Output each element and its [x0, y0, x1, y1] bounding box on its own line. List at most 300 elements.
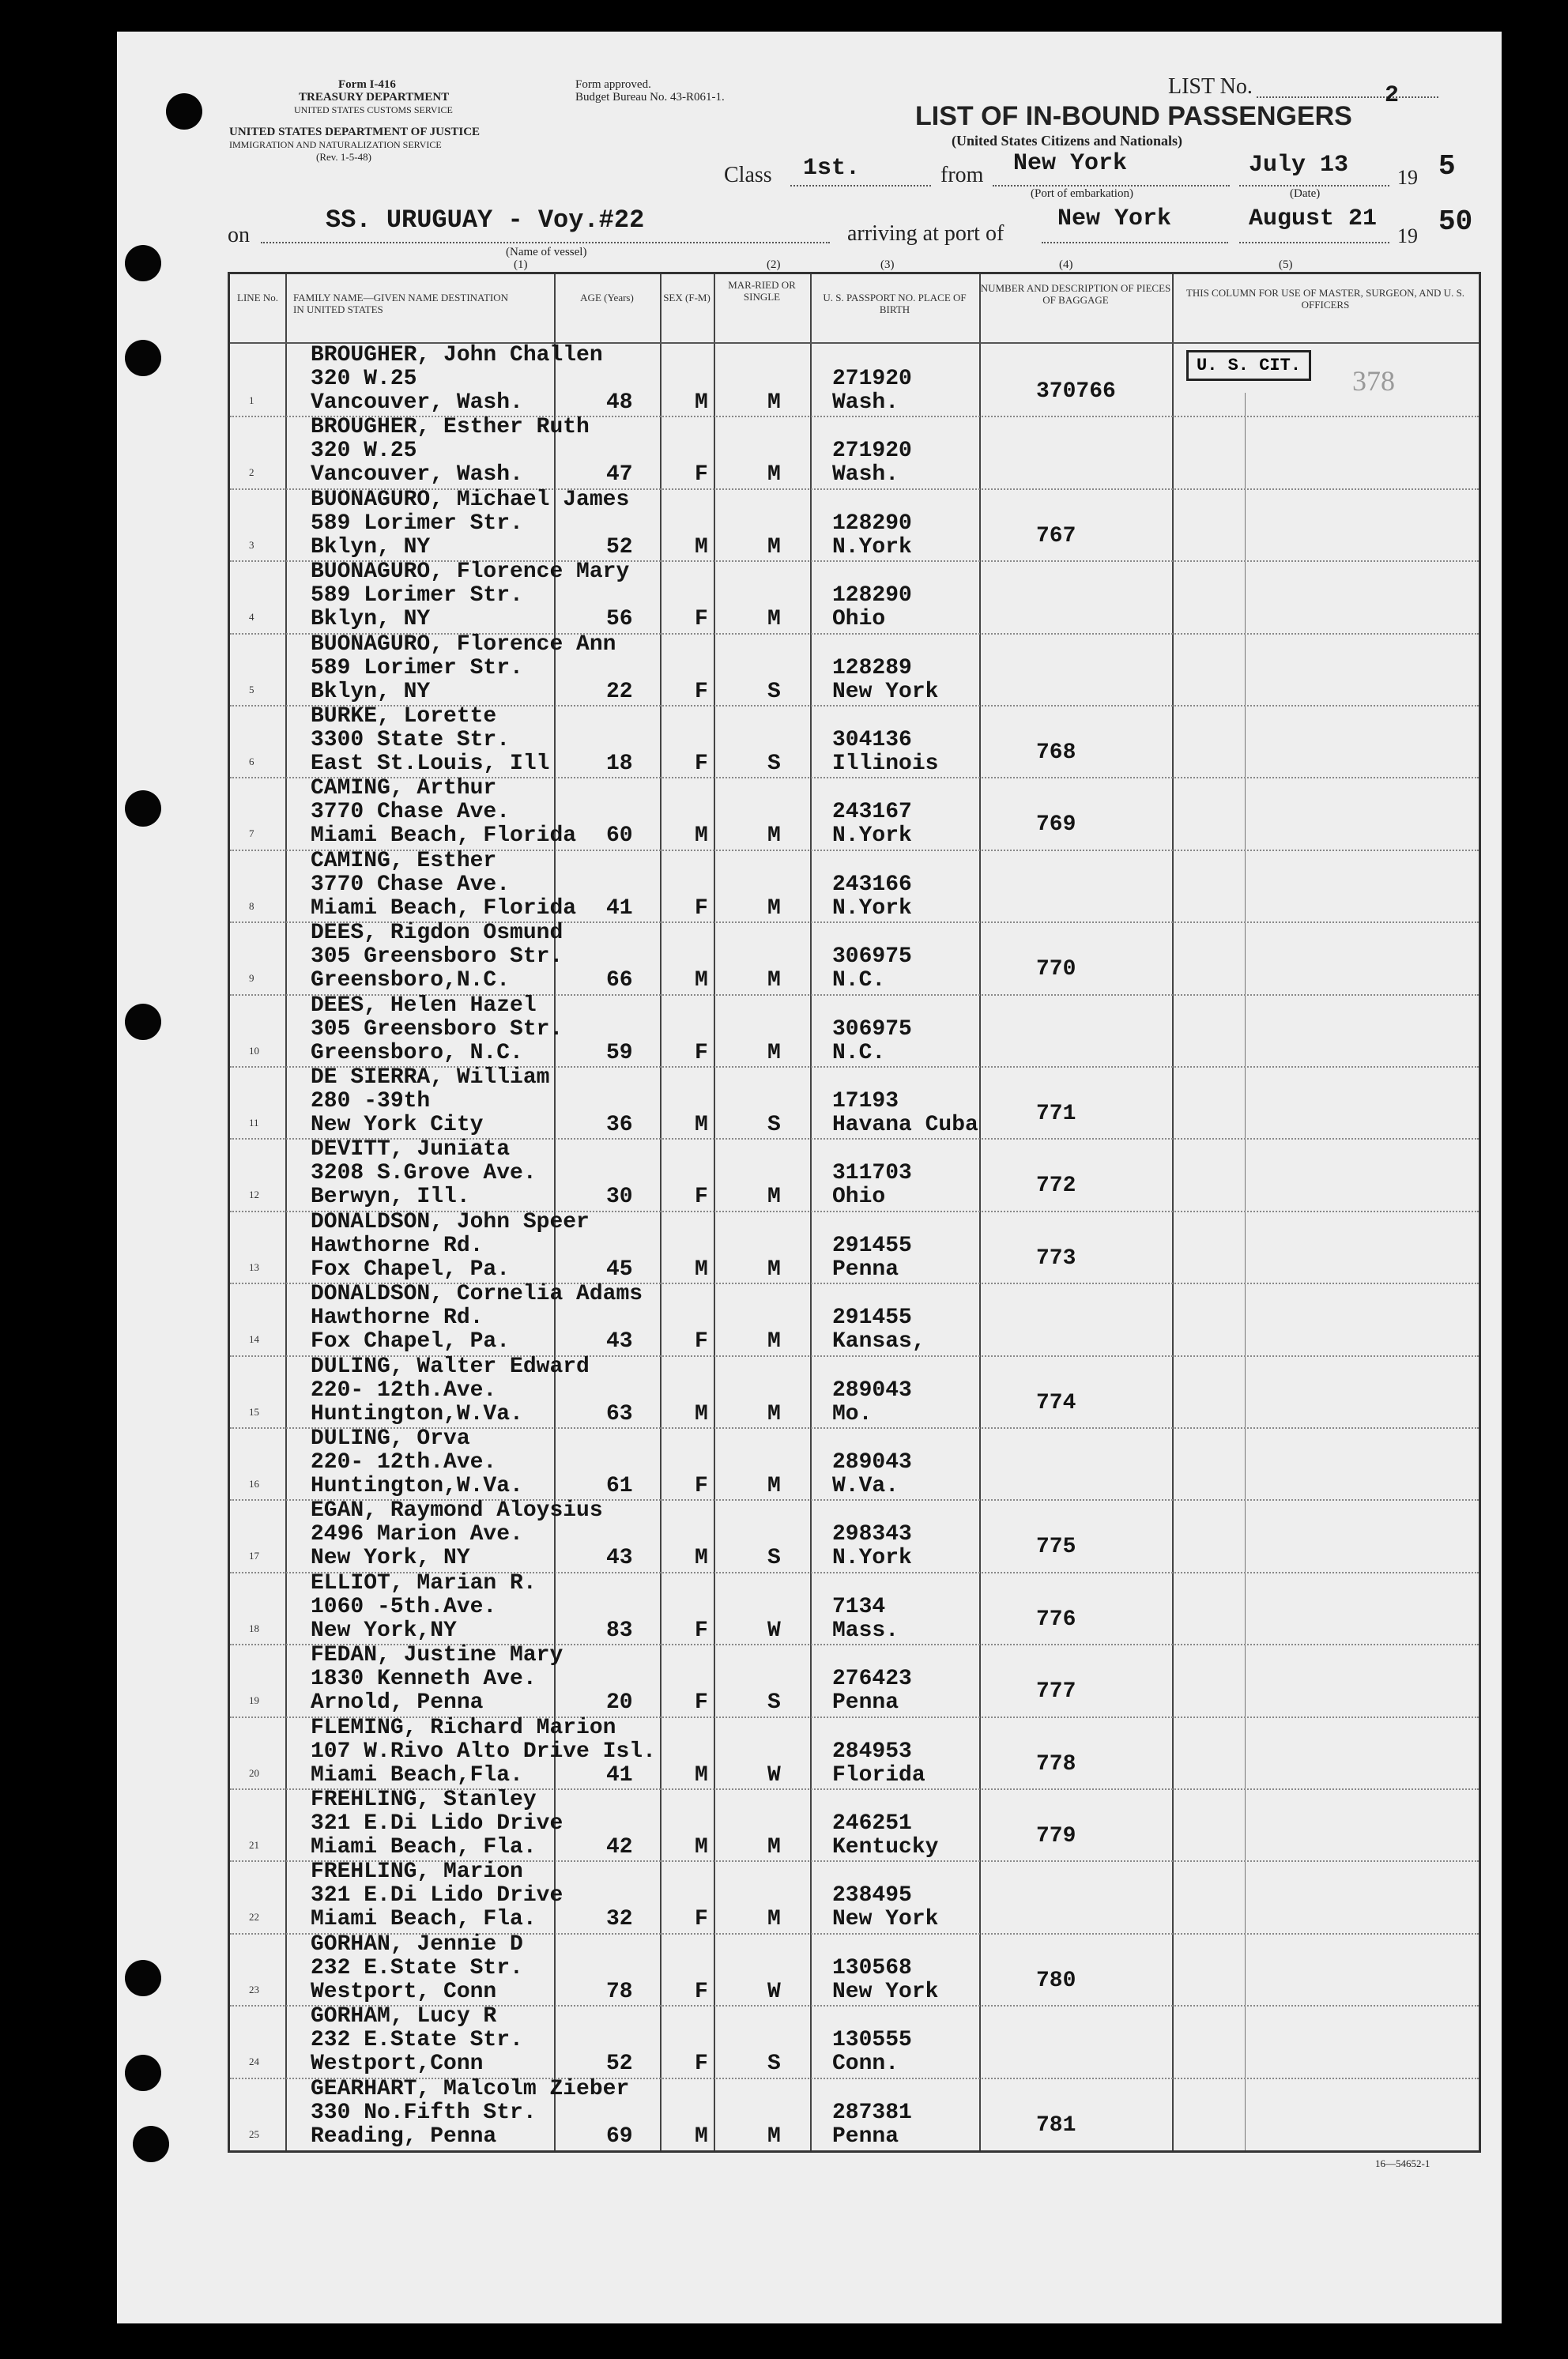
- port-embark-caption: (Port of embarkation): [1031, 187, 1133, 200]
- passenger-age: 43: [606, 1329, 633, 1355]
- passport-number: 306975: [832, 1016, 912, 1042]
- passenger-age: 69: [606, 2123, 633, 2149]
- line-number: 11: [249, 1117, 259, 1129]
- line-number: 15: [249, 1405, 259, 1418]
- passport-number: 289043: [832, 1450, 912, 1475]
- passenger-age: 83: [606, 1618, 633, 1643]
- passport-number: 271920: [832, 367, 912, 391]
- passenger-destination: Miami Beach, Fla.: [311, 1907, 537, 1932]
- passenger-name: EGAN, Raymond Aloysius: [311, 1498, 603, 1524]
- marital-status: M: [767, 462, 781, 488]
- passenger-destination: New York City: [311, 1113, 484, 1137]
- passenger-age: 42: [606, 1835, 633, 1860]
- passport-number: 298343: [832, 1522, 912, 1547]
- form-title: LIST OF IN-BOUND PASSENGERS: [915, 101, 1352, 131]
- list-number: 2: [1385, 82, 1400, 109]
- passenger-age: 18: [606, 752, 633, 776]
- place-of-birth: Mass.: [832, 1618, 899, 1643]
- passenger-address: 220- 12th.Ave.: [311, 1450, 497, 1475]
- baggage-number: 769: [1036, 812, 1076, 838]
- passenger-sex: F: [695, 1618, 708, 1643]
- line-number: 13: [249, 1261, 259, 1273]
- passenger-address: Hawthorne Rd.: [311, 1306, 484, 1331]
- passenger-sex: F: [695, 895, 708, 921]
- passenger-destination: Miami Beach, Florida: [311, 895, 577, 921]
- passenger-sex: F: [695, 1979, 708, 2004]
- passenger-address: Hawthorne Rd.: [311, 1233, 484, 1258]
- passenger-sex: M: [695, 1257, 708, 1282]
- passenger-sex: F: [695, 1907, 708, 1932]
- year-from: 5: [1438, 150, 1456, 183]
- passport-number: 271920: [832, 439, 912, 464]
- passenger-destination: East St.Louis, Ill: [311, 752, 550, 776]
- passenger-age: 63: [606, 1401, 633, 1426]
- binder-hole: [125, 340, 161, 376]
- passenger-age: 32: [606, 1907, 633, 1932]
- marital-status: S: [767, 752, 781, 776]
- passenger-destination: Fox Chapel, Pa.: [311, 1329, 511, 1355]
- budget-bureau: Budget Bureau No. 43-R061-1.: [575, 91, 725, 104]
- place-of-birth: N.C.: [832, 1040, 886, 1065]
- header-baggage: NUMBER AND DESCRIPTION OF PIECES OF BAGGAGE: [980, 282, 1171, 306]
- passenger-destination: New York, NY: [311, 1546, 470, 1571]
- col-num-3: (3): [880, 258, 895, 271]
- passenger-age: 45: [606, 1257, 633, 1282]
- place-of-birth: Havana Cuba: [832, 1113, 978, 1137]
- passport-number: 291455: [832, 1306, 912, 1331]
- place-of-birth: Ohio: [832, 1185, 886, 1210]
- place-of-birth: Mo.: [832, 1401, 873, 1426]
- passenger-sex: M: [695, 1113, 708, 1137]
- passenger-sex: F: [695, 2052, 708, 2077]
- passenger-address: 330 No.Fifth Str.: [311, 2100, 537, 2125]
- passenger-sex: M: [695, 968, 708, 993]
- marital-status: M: [767, 823, 781, 849]
- form-number: Form I-416: [338, 78, 396, 91]
- arrival-date: August 21: [1249, 205, 1378, 232]
- line-number: 19: [249, 1694, 259, 1707]
- arrival-port: New York: [1057, 205, 1172, 232]
- arrival-port-underline: [1042, 242, 1228, 243]
- passenger-destination: Berwyn, Ill.: [311, 1185, 470, 1210]
- baggage-number: 773: [1036, 1245, 1076, 1271]
- col-num-1: (1): [514, 258, 528, 271]
- line-number: 6: [249, 756, 254, 767]
- passenger-age: 60: [606, 823, 633, 849]
- form-subtitle: (United States Citizens and Nationals): [952, 133, 1183, 149]
- passenger-name: DONALDSON, Cornelia Adams: [311, 1282, 643, 1307]
- passenger-name: BURKE, Lorette: [311, 704, 497, 729]
- col-num-4: (4): [1059, 258, 1073, 271]
- passenger-address: 2496 Marion Ave.: [311, 1522, 523, 1547]
- passport-number: 304136: [832, 728, 912, 752]
- passenger-address: 3300 State Str.: [311, 728, 511, 752]
- passport-number: 17193: [832, 1089, 899, 1114]
- pencil-note: 378: [1352, 365, 1395, 397]
- passenger-address: 280 -39th: [311, 1089, 431, 1114]
- passenger-sex: F: [695, 1329, 708, 1355]
- header-married: MAR-RIED OR SINGLE: [728, 279, 796, 303]
- line-number: 22: [249, 1911, 259, 1924]
- passenger-name: BUONAGURO, Michael James: [311, 487, 630, 512]
- place-of-birth: Wash.: [832, 462, 899, 488]
- passport-number: 287381: [832, 2100, 912, 2125]
- passenger-name: GORHAM, Lucy R: [311, 2004, 497, 2029]
- year-prefix-arrival: 19: [1397, 224, 1418, 247]
- line-number: 25: [249, 2127, 259, 2140]
- marital-status: M: [767, 1401, 781, 1426]
- passenger-destination: New York,NY: [311, 1618, 457, 1643]
- passenger-destination: Fox Chapel, Pa.: [311, 1257, 511, 1282]
- place-of-birth: Ohio: [832, 607, 886, 632]
- line-number: 17: [249, 1550, 259, 1562]
- place-of-birth: N.C.: [832, 968, 886, 993]
- passport-number: 238495: [832, 1883, 912, 1909]
- baggage-number: 779: [1036, 1824, 1076, 1848]
- line-number: 18: [249, 1622, 259, 1634]
- passenger-sex: F: [695, 1040, 708, 1065]
- marital-status: S: [767, 1690, 781, 1716]
- passenger-address: 3770 Chase Ave.: [311, 872, 511, 897]
- passenger-sex: M: [695, 1546, 708, 1571]
- passenger-age: 52: [606, 534, 633, 560]
- header-passport: U. S. PASSPORT NO. PLACE OF BIRTH: [823, 292, 967, 315]
- from-date: July 13: [1249, 152, 1349, 179]
- passport-number: 130568: [832, 1955, 912, 1980]
- line-number: 24: [249, 2056, 259, 2068]
- passenger-destination: Vancouver, Wash.: [311, 462, 523, 488]
- passport-number: 291455: [832, 1233, 912, 1258]
- passenger-table: [228, 272, 1481, 2153]
- passenger-age: 30: [606, 1185, 633, 1210]
- passenger-sex: M: [695, 1762, 708, 1788]
- customs-service: UNITED STATES CUSTOMS SERVICE: [294, 104, 453, 115]
- date-caption: (Date): [1290, 187, 1321, 200]
- line-number: 12: [249, 1189, 259, 1201]
- place-of-birth: Penna: [832, 1257, 899, 1282]
- marital-status: S: [767, 1113, 781, 1137]
- baggage-number: 775: [1036, 1535, 1076, 1560]
- baggage-number: 768: [1036, 740, 1076, 765]
- passenger-age: 52: [606, 2052, 633, 2077]
- us-citizen-stamp: U. S. CIT.: [1186, 350, 1311, 381]
- passenger-sex: M: [695, 390, 708, 415]
- marital-status: M: [767, 1257, 781, 1282]
- header-age: AGE (Years): [580, 292, 634, 303]
- passenger-destination: Greensboro, N.C.: [311, 1040, 523, 1065]
- place-of-birth: Kansas,: [832, 1329, 925, 1355]
- passenger-address: 320 W.25: [311, 439, 417, 464]
- passenger-sex: F: [695, 752, 708, 776]
- marital-status: M: [767, 1185, 781, 1210]
- year-arrival: 50: [1438, 205, 1473, 238]
- passenger-sex: F: [695, 1690, 708, 1716]
- form-footer-code: 16—54652-1: [1375, 2157, 1430, 2169]
- passenger-sex: M: [695, 2123, 708, 2149]
- treasury-dept: TREASURY DEPARTMENT: [299, 91, 450, 104]
- passenger-address: 3770 Chase Ave.: [311, 800, 511, 825]
- passenger-age: 41: [606, 1762, 633, 1788]
- passenger-address: 589 Lorimer Str.: [311, 511, 523, 536]
- passenger-name: ELLIOT, Marian R.: [311, 1570, 537, 1596]
- passenger-age: 48: [606, 390, 633, 415]
- passenger-destination: Miami Beach, Florida: [311, 823, 577, 849]
- marital-status: M: [767, 534, 781, 560]
- binder-hole: [125, 1004, 161, 1040]
- line-number: 8: [249, 899, 254, 912]
- passenger-address: 232 E.State Str.: [311, 1955, 523, 1980]
- place-of-birth: New York: [832, 1907, 939, 1932]
- baggage-number: 777: [1036, 1679, 1076, 1705]
- passport-number: 246251: [832, 1811, 912, 1836]
- passport-number: 306975: [832, 944, 912, 970]
- passport-number: 284953: [832, 1739, 912, 1764]
- marital-status: W: [767, 1979, 781, 2004]
- baggage-number: 772: [1036, 1174, 1076, 1199]
- passenger-destination: Bklyn, NY: [311, 534, 431, 560]
- passenger-name: FEDAN, Justine Mary: [311, 1643, 564, 1668]
- passenger-destination: Bklyn, NY: [311, 679, 431, 704]
- binder-hole: [125, 245, 161, 281]
- place-of-birth: Kentucky: [832, 1835, 939, 1860]
- arrival-date-underline: [1239, 242, 1389, 243]
- arriving-label: arriving at port of: [847, 221, 1004, 246]
- list-number-underline: [1257, 96, 1438, 98]
- place-of-birth: N.York: [832, 1546, 912, 1571]
- passenger-address: 321 E.Di Lido Drive: [311, 1883, 564, 1909]
- marital-status: M: [767, 390, 781, 415]
- place-of-birth: Florida: [832, 1762, 925, 1788]
- passenger-destination: Miami Beach, Fla.: [311, 1835, 537, 1860]
- marital-status: S: [767, 1546, 781, 1571]
- from-port: New York: [1013, 150, 1128, 177]
- class-value: 1st.: [803, 155, 861, 182]
- passenger-sex: F: [695, 607, 708, 632]
- baggage-number: 780: [1036, 1968, 1076, 1993]
- baggage-number: 767: [1036, 523, 1076, 548]
- header-officers: THIS COLUMN FOR USE OF MASTER, SURGEON, AND U. S. OFFICERS: [1185, 287, 1465, 311]
- baggage-number: 778: [1036, 1751, 1076, 1777]
- passport-number: 311703: [832, 1161, 912, 1186]
- passenger-age: 78: [606, 1979, 633, 2004]
- passenger-name: DONALDSON, John Speer: [311, 1209, 590, 1234]
- place-of-birth: Illinois: [832, 752, 939, 776]
- passenger-name: BUONAGURO, Florence Ann: [311, 631, 616, 657]
- vessel-caption: (Name of vessel): [506, 246, 587, 258]
- ins-service: IMMIGRATION AND NATURALIZATION SERVICE: [229, 139, 442, 150]
- passenger-address: 107 W.Rivo Alto Drive Isl.: [311, 1739, 656, 1764]
- marital-status: W: [767, 1618, 781, 1643]
- passenger-address: 1060 -5th.Ave.: [311, 1594, 497, 1619]
- passport-number: 7134: [832, 1594, 886, 1619]
- passenger-age: 41: [606, 895, 633, 921]
- passenger-sex: M: [695, 823, 708, 849]
- passenger-sex: M: [695, 1835, 708, 1860]
- passport-number: 289043: [832, 1377, 912, 1403]
- passenger-sex: F: [695, 679, 708, 704]
- line-number: 1: [249, 394, 254, 406]
- passenger-address: 305 Greensboro Str.: [311, 1016, 564, 1042]
- passenger-name: DEES, Rigdon Osmund: [311, 921, 564, 946]
- place-of-birth: New York: [832, 1979, 939, 2004]
- place-of-birth: N.York: [832, 823, 912, 849]
- marital-status: M: [767, 1329, 781, 1355]
- binder-hole: [125, 2055, 161, 2091]
- passenger-destination: Reading, Penna: [311, 2123, 497, 2149]
- passenger-age: 66: [606, 968, 633, 993]
- marital-status: W: [767, 1762, 781, 1788]
- passenger-name: DEES, Helen Hazel: [311, 993, 537, 1018]
- passenger-age: 36: [606, 1113, 633, 1137]
- passenger-name: CAMING, Arthur: [311, 776, 497, 801]
- binder-hole: [125, 790, 161, 827]
- passenger-address: 232 E.State Str.: [311, 2028, 523, 2053]
- place-of-birth: N.York: [832, 534, 912, 560]
- passenger-name: CAMING, Esther: [311, 848, 497, 873]
- baggage-number: 781: [1036, 2112, 1076, 2138]
- col-num-5: (5): [1279, 258, 1293, 271]
- passenger-address: 3208 S.Grove Ave.: [311, 1161, 537, 1186]
- passenger-destination: Arnold, Penna: [311, 1690, 484, 1716]
- marital-status: M: [767, 895, 781, 921]
- binder-hole: [166, 93, 202, 130]
- passenger-age: 43: [606, 1546, 633, 1571]
- passenger-address: 589 Lorimer Str.: [311, 655, 523, 680]
- line-number: 16: [249, 1478, 259, 1490]
- marital-status: M: [767, 1835, 781, 1860]
- passport-number: 276423: [832, 1667, 912, 1692]
- line-number: 21: [249, 1839, 259, 1851]
- place-of-birth: New York: [832, 679, 939, 704]
- passenger-name: BUONAGURO, Florence Mary: [311, 560, 630, 585]
- passenger-address: 320 W.25: [311, 367, 417, 391]
- header-name: FAMILY NAME—GIVEN NAME DESTINATION IN UNITED STATES: [293, 292, 509, 315]
- passenger-name: DULING, Orva: [311, 1426, 470, 1451]
- passenger-name: GORHAN, Jennie D: [311, 1931, 523, 1957]
- from-label: from: [940, 163, 984, 187]
- passport-number: 130555: [832, 2028, 912, 2053]
- passenger-name: DULING, Walter Edward: [311, 1354, 590, 1379]
- passenger-address: 220- 12th.Ave.: [311, 1377, 497, 1403]
- passenger-destination: Westport, Conn: [311, 1979, 497, 2004]
- passport-number: 128290: [832, 583, 912, 609]
- passenger-destination: Huntington,W.Va.: [311, 1401, 523, 1426]
- baggage-number: 770: [1036, 957, 1076, 982]
- line-number: 20: [249, 1766, 259, 1779]
- passenger-sex: M: [695, 534, 708, 560]
- place-of-birth: Wash.: [832, 390, 899, 415]
- marital-status: M: [767, 1907, 781, 1932]
- binder-hole: [133, 2126, 169, 2162]
- passenger-name: FLEMING, Richard Marion: [311, 1715, 616, 1740]
- passport-number: 128289: [832, 655, 912, 680]
- passenger-age: 56: [606, 607, 633, 632]
- marital-status: M: [767, 1040, 781, 1065]
- passenger-name: GEARHART, Malcolm Zieber: [311, 2076, 630, 2101]
- line-number: 4: [249, 611, 254, 624]
- on-label: on: [228, 223, 250, 247]
- passenger-address: 321 E.Di Lido Drive: [311, 1811, 564, 1836]
- vessel-name: SS. URUGUAY - Voy.#22: [326, 205, 645, 235]
- passenger-name: BROUGHER, Esther Ruth: [311, 415, 590, 440]
- passenger-age: 59: [606, 1040, 633, 1065]
- baggage-number: 370766: [1036, 379, 1116, 404]
- passenger-age: 47: [606, 462, 633, 488]
- marital-status: M: [767, 1474, 781, 1498]
- binder-hole: [125, 1960, 161, 1996]
- passenger-address: 589 Lorimer Str.: [311, 583, 523, 609]
- form-revision: (Rev. 1-5-48): [316, 151, 371, 163]
- line-number: 14: [249, 1333, 259, 1346]
- passenger-name: DE SIERRA, William: [311, 1065, 550, 1090]
- passenger-address: 305 Greensboro Str.: [311, 944, 564, 970]
- place-of-birth: N.York: [832, 895, 912, 921]
- passport-number: 128290: [832, 511, 912, 536]
- passenger-sex: F: [695, 1474, 708, 1498]
- justice-dept: UNITED STATES DEPARTMENT OF JUSTICE: [229, 126, 481, 138]
- passenger-age: 61: [606, 1474, 633, 1498]
- marital-status: S: [767, 679, 781, 704]
- passenger-age: 22: [606, 679, 633, 704]
- passenger-sex: M: [695, 1401, 708, 1426]
- passenger-sex: F: [695, 462, 708, 488]
- passenger-name: FREHLING, Marion: [311, 1860, 523, 1885]
- class-label: Class: [724, 163, 772, 187]
- vessel-underline: [261, 242, 830, 243]
- place-of-birth: Conn.: [832, 2052, 899, 2077]
- passenger-destination: Huntington,W.Va.: [311, 1474, 523, 1498]
- passenger-name: DEVITT, Juniata: [311, 1137, 511, 1163]
- passenger-destination: Greensboro,N.C.: [311, 968, 511, 993]
- passenger-destination: Miami Beach,Fla.: [311, 1762, 523, 1788]
- col-num-2: (2): [767, 258, 781, 271]
- place-of-birth: Penna: [832, 1690, 899, 1716]
- passenger-name: BROUGHER, John Challen: [311, 343, 603, 367]
- list-number-label: LIST No.: [1168, 74, 1253, 99]
- passenger-sex: F: [695, 1185, 708, 1210]
- line-number: 2: [249, 466, 254, 479]
- passport-number: 243167: [832, 800, 912, 825]
- marital-status: M: [767, 2123, 781, 2149]
- line-number: 23: [249, 1983, 259, 1995]
- passenger-address: 1830 Kenneth Ave.: [311, 1667, 537, 1692]
- passport-number: 243166: [832, 872, 912, 897]
- passenger-destination: Vancouver, Wash.: [311, 390, 523, 415]
- baggage-number: 774: [1036, 1390, 1076, 1415]
- class-underline: [790, 185, 931, 187]
- place-of-birth: W.Va.: [832, 1474, 899, 1498]
- line-number: 7: [249, 827, 254, 840]
- baggage-number: 771: [1036, 1102, 1076, 1126]
- header-line-no: LINE No.: [237, 292, 278, 303]
- header-sex: SEX (F-M): [663, 292, 710, 303]
- line-number: 5: [249, 683, 254, 695]
- line-number: 3: [249, 538, 254, 551]
- place-of-birth: Penna: [832, 2123, 899, 2149]
- passenger-destination: Westport,Conn: [311, 2052, 484, 2077]
- line-number: 10: [249, 1044, 259, 1057]
- marital-status: S: [767, 2052, 781, 2077]
- marital-status: M: [767, 968, 781, 993]
- baggage-number: 776: [1036, 1607, 1076, 1632]
- line-number: 9: [249, 972, 254, 985]
- marital-status: M: [767, 607, 781, 632]
- passenger-age: 20: [606, 1690, 633, 1716]
- passenger-name: FREHLING, Stanley: [311, 1788, 537, 1812]
- passenger-destination: Bklyn, NY: [311, 607, 431, 632]
- year-prefix: 19: [1397, 166, 1418, 189]
- form-approved: Form approved.: [575, 78, 651, 91]
